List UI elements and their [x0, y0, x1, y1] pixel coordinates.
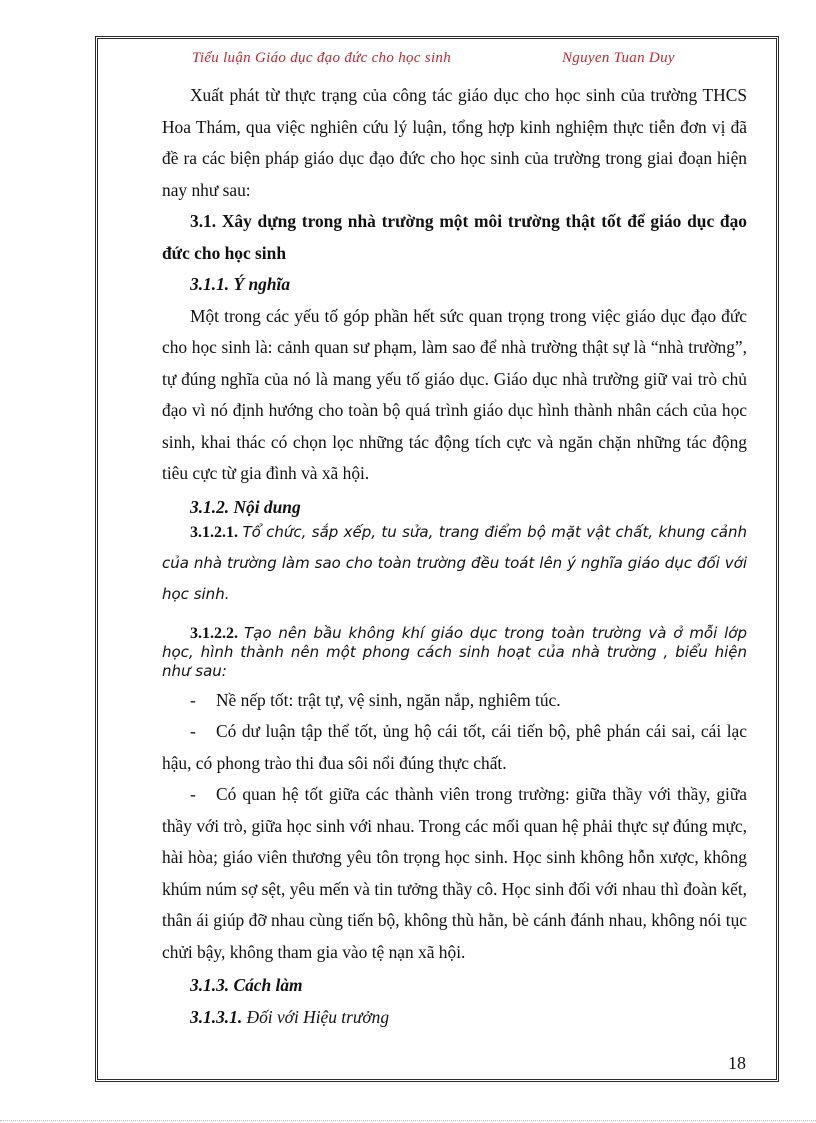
subheading-content: 3.1.2. Nội dung [190, 496, 301, 517]
method-item-3131 [162, 1002, 747, 1034]
bullet-dash: - [190, 689, 196, 710]
meaning-paragraph: Một trong các yếu tố góp phần hết sức quan trọng trong việc giáo dục đạo đức cho học sinh là: cảnh quan sư phạm, làm sao để nhà trường thật sự là “nhà trường”, tự đúng nghĩa của nó là mang yếu tố giáo dục. Giáo dục nhà trường giữ vai trò chủ đạo vì nó định hướng cho toàn bộ quá trình giáo dục hình thành nhân cách của học sinh, khai thác có chọn lọc những tác động tích cực và ngăn chặn những tác động tiêu cực từ gia đình và xã hội. [162, 305, 747, 483]
bullet-text: Có dư luận tập thể tốt, ủng hộ cái tốt, cái tiến bộ, phê phán cái sai, cái lạc hậu, có phong trào thi đua sôi nổi đúng thực chất. [162, 721, 747, 773]
item-3131-number: 3.1.3.1. [190, 1006, 243, 1027]
bullet-dash: - [190, 721, 196, 741]
item-3121-number: 3.1.2.1. [190, 523, 238, 541]
header-title: Tiểu luận Giáo dục đạo đức cho học sinh [192, 50, 452, 66]
bullet-item [162, 716, 747, 779]
bottom-dotted-rule [0, 1120, 816, 1121]
bullet-text: Nề nếp tốt: trật tự, vệ sinh, ngăn nắp, nghiêm túc. [216, 689, 561, 710]
document-body [162, 80, 747, 1033]
bullet-text: Có quan hệ tốt giữa các thành viên trong trường: giữa thầy với thầy, giữa thầy với trò, giữa học sinh với nhau. Trong các mối quan hệ phải thực sự đúng mực, hài hòa; giáo viên thương yêu tôn trọng học sinh. Học sinh không hỗn xược, không khúm núm sợ sệt, yêu mến và tin tưởng thầy cô. Học sinh đối với nhau thì đoàn kết, thân ái giúp đỡ nhau cùng tiến bộ, không thù hằn, bè cánh đánh nhau, không nói tục chửi bậy, không tham gia vào tệ nạn xã hội. [162, 784, 747, 962]
page-number: 18 [728, 1053, 746, 1073]
bullet-item [162, 779, 747, 968]
bullet-item [162, 685, 747, 717]
intro-paragraph: Xuất phát từ thực trạng của công tác giáo dục cho học sinh của trường THCS Hoa Thám, qua việc nghiên cứu lý luận, tổng hợp kinh nghiệm thực tiễn đơn vị đã đề ra các biện pháp giáo dục đạo đức cho học sinh của trường trong giai đoạn hiện nay như sau: [162, 85, 747, 200]
item-3121-text: Tổ chức, sắp xếp, tu sửa, trang điểm bộ mặt vật chất, khung cảnh của nhà trường làm sao cho toàn trường đều toát lên ý nghĩa giáo dục đối với học sinh. [162, 522, 747, 603]
subheading-method: 3.1.3. Cách làm [190, 975, 303, 995]
bullet-dash: - [190, 784, 196, 804]
item-3122-text: Tạo nên bầu không khí giáo dục trong toàn trường và ở mỗi lớp học, hình thành nên một phong cách sinh hoạt của nhà trường , biểu hiện như sau: [162, 623, 747, 680]
item-3131-text: Đối với Hiệu trưởng [246, 1006, 390, 1027]
section-heading: 3.1. Xây dựng trong nhà trường một môi trường thật tốt để giáo dục đạo đức cho học sinh [162, 211, 747, 263]
content-item-3122 [162, 624, 747, 681]
page-header [110, 50, 764, 72]
content-item-3121 [162, 517, 747, 610]
subheading-meaning: 3.1.1. Ý nghĩa [190, 274, 291, 294]
item-3122-number: 3.1.2.2. [190, 624, 238, 642]
header-author: Nguyen Tuan Duy [562, 50, 675, 66]
